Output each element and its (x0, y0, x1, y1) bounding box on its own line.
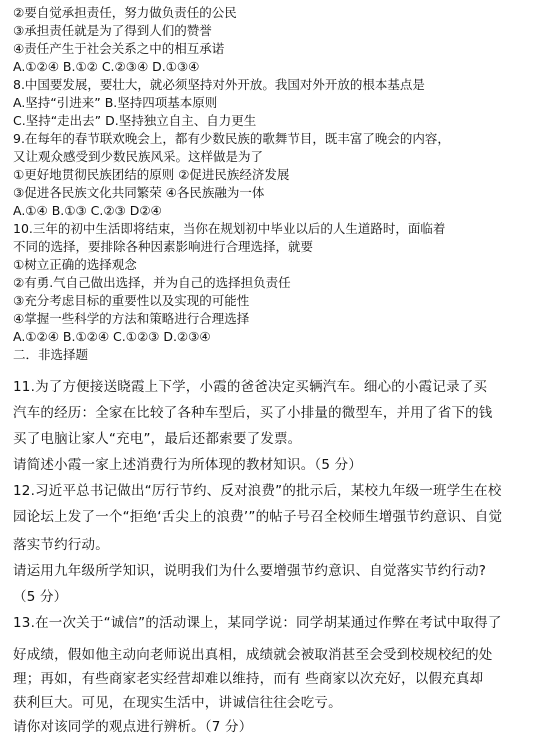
option-line-4: ④责任产生于社会关系之中的相互承诺 (13, 41, 225, 56)
question-10-option-3: ③充分考虑目标的重要性以及实现的可能性 (13, 293, 250, 308)
question-13-line-1: 13.在一次关于“诚信”的活动课上，某同学说：同学胡某通过作弊在考试中取得了 (13, 615, 502, 631)
question-9-options-2: ③促进各民族文化共同繁荣 ④各民族融为一体 (13, 185, 265, 200)
answer-choices-q7: A.①②④ B.①② C.②③④ D.①③④ (13, 59, 200, 74)
option-line-3: ③承担责任就是为了得到人们的赞誉 (13, 23, 212, 38)
question-8-choices-cd: C.坚持“走出去” D.坚持独立自主、自力更生 (13, 113, 257, 128)
question-8-choices-ab: A.坚持“引进来” B.坚持四项基本原则 (13, 95, 218, 110)
question-10-option-1: ①树立正确的选择观念 (13, 257, 137, 272)
question-11-prompt: 请简述小霞一家上述消费行为所体现的教材知识。（5 分） (13, 457, 363, 473)
question-9-stem-2: 又让观众感受到少数民族风采。这样做是为了 (13, 149, 264, 164)
question-12-score: （5 分） (13, 589, 68, 605)
question-10-option-4: ④掌握一些科学的方法和策略进行合理选择 (13, 311, 250, 326)
question-13-line-2: 好成绩，假如他主动向老师说出真相，成绩就会被取消甚至会受到校规校纪的处 (13, 647, 493, 663)
question-10-stem-2: 不同的选择，要排除各种因素影响进行合理选择，就要 (13, 239, 314, 254)
question-9-stem-1: 9.在每年的春节联欢晚会上，都有少数民族的歌舞节目，既丰富了晚会的内容， (13, 131, 450, 146)
question-12-line-3: 落实节约行动。 (13, 537, 109, 553)
question-12-prompt: 请运用九年级所学知识，说明我们为什么要增强节约意识、自觉落实节约行动? (13, 563, 487, 579)
question-12-line-1: 12.习近平总书记做出“厉行节约、反对浪费”的批示后，某校九年级一班学生在校 (13, 483, 502, 499)
question-13-line-4: 获利巨大。可见，在现实生活中，讲诚信往往会吃亏。 (13, 695, 342, 711)
question-13-prompt: 请你对该同学的观点进行辨析。（7 分） (13, 719, 253, 735)
question-11-line-1: 11.为了方便接送晓霞上下学，小霞的爸爸决定买辆汽车。细心的小霞记录了买 (13, 379, 488, 395)
question-9-choices: A.①④ B.①③ C.②③ D②④ (13, 203, 162, 218)
question-12-line-2: 园论坛上发了一个“拒绝‘舌尖上的浪费’”的帖子号召全校师生增强节约意识、自觉 (13, 509, 503, 525)
section-heading: 二．非选择题 (13, 347, 89, 362)
option-line-2: ②要自觉承担责任，努力做负责任的公民 (13, 5, 237, 20)
question-11-line-3: 买了电脑让家人“充电”，最后还都索要了发票。 (13, 431, 302, 447)
question-13-line-3: 理；再如，有些商家老实经营却难以维持，而有 些商家以次充好，以假充真却 (13, 671, 484, 687)
question-10-choices: A.①②④ B.①②④ C.①②③ D.②③④ (13, 329, 211, 344)
question-11-line-2: 汽车的经历：全家在比较了各种车型后，买了小排量的微型车，并用了省下的钱 (13, 405, 493, 421)
question-9-options-1: ①更好地贯彻民族团结的原则 ②促进民族经济发展 (13, 167, 290, 182)
question-10-stem-1: 10.三年的初中生活即将结束，当你在规划初中毕业以后的人生道路时，面临着 (13, 221, 446, 236)
question-8-stem: 8.中国要发展，要壮大，就必须坚持对外开放。我国对外开放的根本基点是 (13, 77, 425, 92)
question-10-option-2: ②有勇.气自己做出选择，并为自己的选择担负责任 (13, 275, 291, 290)
